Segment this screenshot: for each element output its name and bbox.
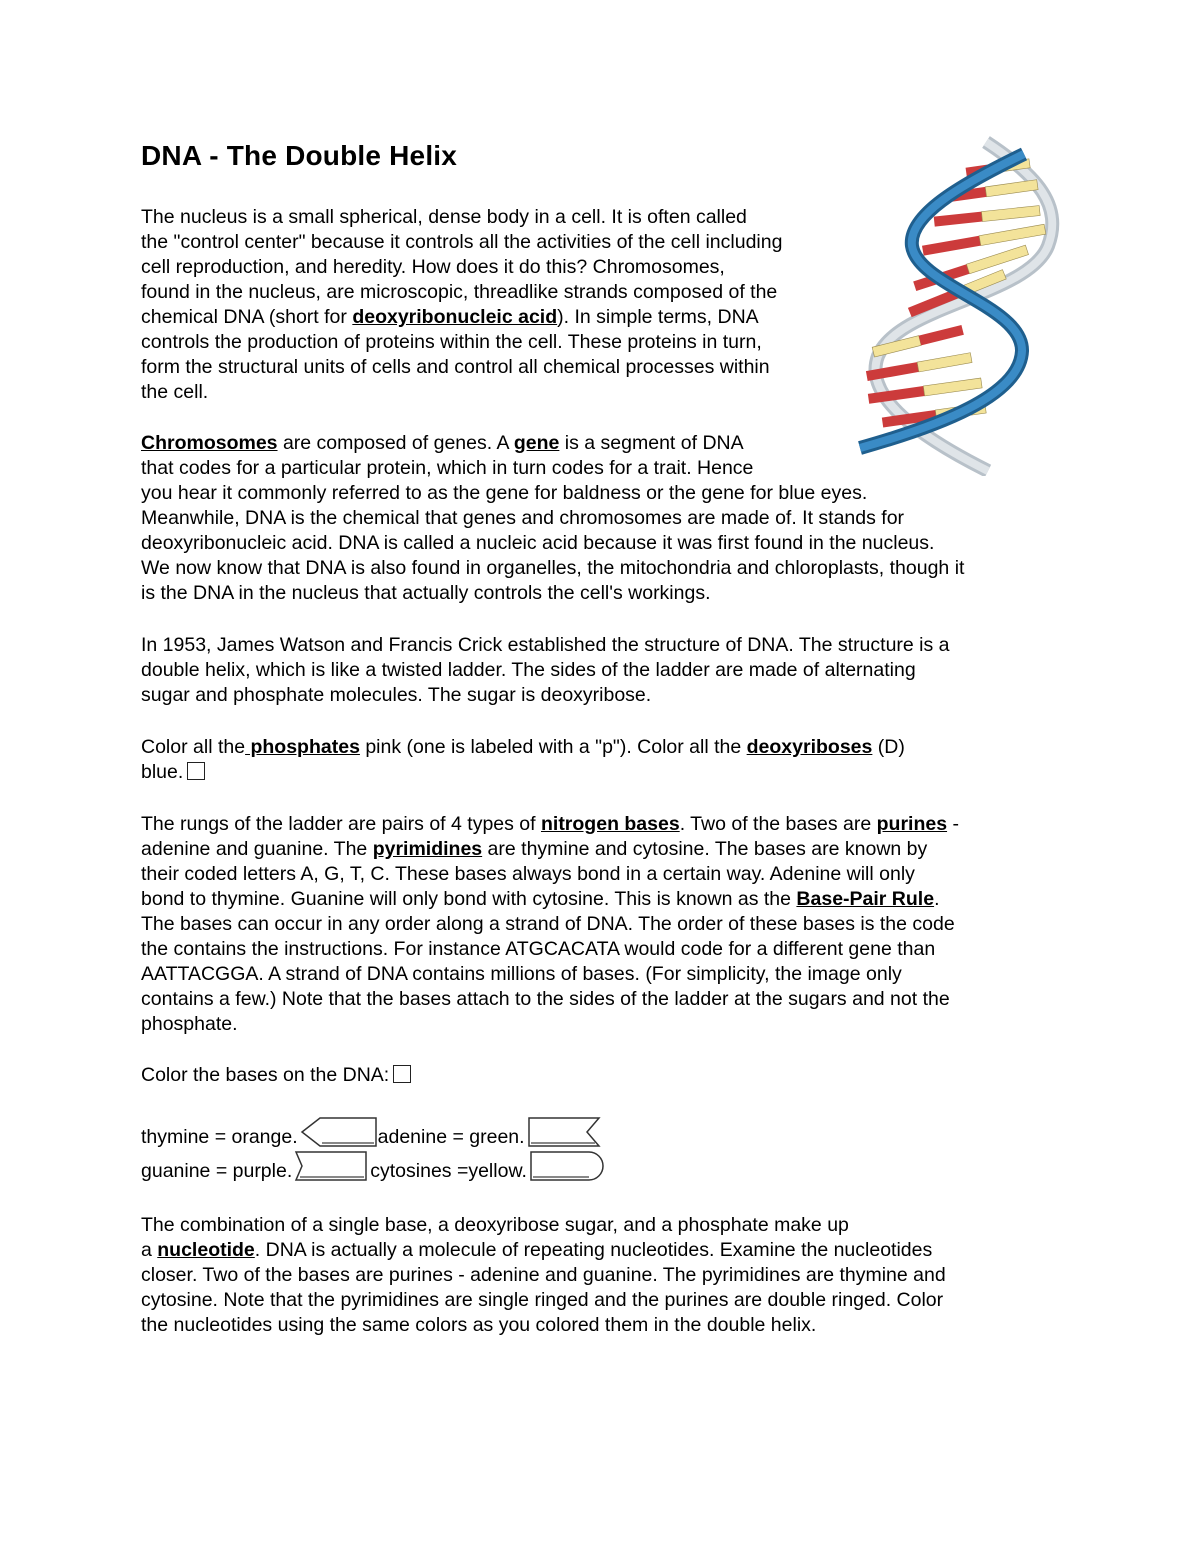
- paragraph-chromosomes: Chromosomes are composed of genes. A gene is a segment of DNA that codes for a particular protein, which in turn codes for a trait. Hence you hear it commonly referred to as the gene for baldness or the gene for blue eyes. Meanwhile, DNA is the chemical that genes and chromosomes are made of. It stands for deoxyribonucleic acid. DNA is called a nucleic acid because it was first found in the nucleus. We now know that DNA is also found in organelles, the mitochondria and chloroplasts, though it is the DNA in the nucleus that actually controls the cell's workings.: [141, 432, 965, 604]
- paragraph-color-phosphates: Color all the phosphates pink (one is labeled with a "p"). Color all the deoxyriboses (D) blue.: [141, 736, 905, 783]
- term-deoxyriboses: deoxyriboses: [746, 736, 873, 758]
- base-pair: [934, 206, 1040, 227]
- paragraph-nucleotide: The combination of a single base, a deoxyribose sugar, and a phosphate make up a nucleotide. DNA is actually a molecule of repeating nucleotides. Examine the nucleotides closer. Two of the bases are purines - adenine and guanine. The pyrimidines are thymine and cytosine. Note that the pyrimidines are single ringed and the purines are double ringed. Color the nucleotides using the same colors as you colored them in the double helix.: [141, 1214, 946, 1336]
- adenine-shape-icon: [525, 1115, 603, 1149]
- legend-adenine: adenine = green.: [377, 1126, 525, 1148]
- term-purines: purines: [876, 813, 948, 835]
- cytosine-shape-icon: [527, 1149, 607, 1183]
- term-pyrimidines: pyrimidines: [372, 838, 483, 860]
- dna-double-helix-illustration: [838, 136, 1068, 476]
- term-nucleotide: nucleotide: [157, 1239, 255, 1261]
- term-gene: gene: [513, 432, 560, 454]
- term-nitrogen-bases: nitrogen bases: [540, 813, 680, 835]
- checkbox-phosphates[interactable]: [187, 762, 205, 780]
- term-phosphates: phosphates: [245, 736, 360, 758]
- legend-guanine: guanine = purple.: [141, 1160, 293, 1182]
- legend-row-1: [141, 1115, 603, 1150]
- guanine-shape-icon: [292, 1149, 370, 1183]
- paragraph-color-bases: Color the bases on the DNA:: [141, 1063, 411, 1088]
- legend-cytosine: cytosines =yellow.: [370, 1160, 527, 1182]
- thymine-shape-icon: [298, 1115, 378, 1149]
- page-title: DNA - The Double Helix: [141, 140, 458, 171]
- term-base-pair-rule: Base-Pair Rule: [796, 888, 935, 910]
- paragraph-watson-crick: In 1953, James Watson and Francis Crick established the structure of DNA. The structure is a double helix, which is like a twisted ladder. The sides of the ladder are made of alternating sugar and phosphate molecules. The sugar is deoxyribose.: [141, 634, 950, 706]
- legend-thymine: thymine = orange.: [141, 1126, 298, 1148]
- term-deoxyribonucleic-acid: deoxyribonucleic acid: [352, 306, 558, 328]
- paragraph-nitrogen-bases: The rungs of the ladder are pairs of 4 types of nitrogen bases. Two of the bases are purines - adenine and guanine. The pyrimidines are thymine and cytosine. The bases are known by their coded letters A, G, T, C. These bases always bond in a certain way. Adenine will only bond to thymine. Guanine will only bond with cytosine. This is known as the Base-Pair Rule. The bases can occur in any order along a strand of DNA. The order of these bases is the code the contains the instructions. For instance ATGCACATA would code for a different gene than AATTACGGA. A strand of DNA contains millions of bases. (For simplicity, the image only contains a few.) Note that the bases attach to the sides of the ladder at the sugars and not the phosphate.: [141, 813, 959, 1035]
- term-chromosomes: Chromosomes: [141, 432, 278, 454]
- checkbox-bases[interactable]: [393, 1065, 411, 1083]
- legend-row-2: [141, 1149, 607, 1184]
- paragraph-nucleus: The nucleus is a small spherical, dense body in a cell. It is often called the "control center" because it controls all the activities of the cell including cell reproduction, and heredity. How does it do this? Chromosomes, found in the nucleus, are microscopic, threadlike strands composed of the chemical DNA (short for deoxyribonucleic acid). In simple terms, DNA controls the production of proteins within the cell. These proteins in turn, form the structural units of cells and control all chemical processes within the cell.: [141, 206, 783, 403]
